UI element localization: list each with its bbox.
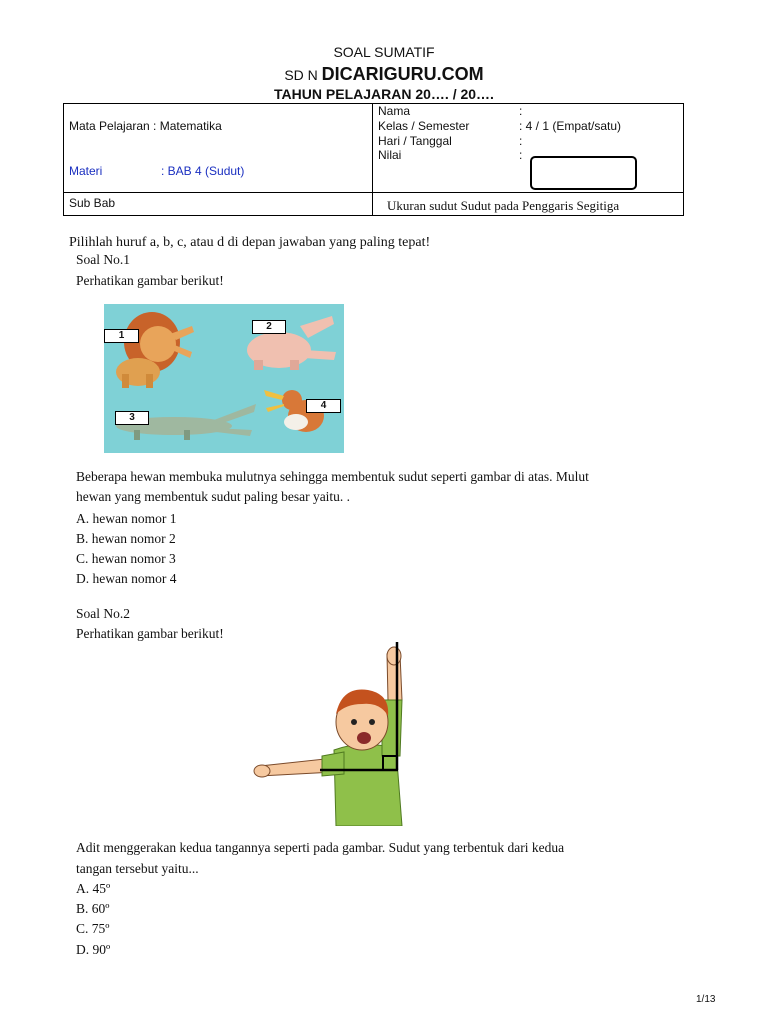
sub-bab-value-cell <box>373 193 684 216</box>
q2-prompt: Perhatikan gambar berikut! <box>76 626 224 641</box>
boy-arms-picture <box>250 640 420 826</box>
animal-label-4: 4 <box>306 399 341 413</box>
nama-label: Nama <box>378 104 411 118</box>
boy-illustration <box>250 640 420 826</box>
academic-year: TAHUN PELAJARAN 20…. / 20…. <box>274 86 494 102</box>
kelas-value: : 4 / 1 (Empat/satu) <box>519 119 622 133</box>
info-table <box>63 103 684 216</box>
student-info-cell <box>373 104 684 193</box>
q1-option-c[interactable]: C. hewan nomor 3 <box>76 551 176 566</box>
q2-option-b[interactable]: B. 60º <box>76 901 110 916</box>
q2-option-a[interactable]: A. 45º <box>76 881 111 896</box>
q1-option-d[interactable]: D. hewan nomor 4 <box>76 571 177 586</box>
lion-illustration <box>116 312 194 388</box>
animal-label-3: 3 <box>115 411 149 425</box>
animal-label-1: 1 <box>104 329 139 343</box>
school-name <box>0 64 768 85</box>
instruction-text: Pilihlah huruf a, b, c, atau d di depan jawaban yang paling tepat! <box>69 235 431 250</box>
subject-cell <box>64 104 373 193</box>
subject-text: Mata Pelajaran : Matematika <box>69 119 222 133</box>
hari-value: : <box>519 134 523 148</box>
school-prefix: SD N <box>284 67 322 83</box>
sub-bab-label-cell <box>64 193 373 216</box>
animals-picture <box>104 304 344 453</box>
sub-bab-value: Ukuran sudut Sudut pada Penggaris Segitiga <box>387 198 620 213</box>
q1-option-a[interactable]: A. hewan nomor 1 <box>76 511 177 526</box>
nama-value: : <box>519 104 523 118</box>
materi-value: : BAB 4 (Sudut) <box>161 164 245 178</box>
sub-bab-label: Sub Bab <box>69 196 116 210</box>
q2-text-line2: tangan tersebut yaitu... <box>76 861 199 876</box>
q2-number: Soal No.2 <box>76 606 130 621</box>
q1-text-line2: hewan yang membentuk sudut paling besar yaitu. . <box>76 489 351 504</box>
q1-text-line1: Beberapa hewan membuka mulutnya sehingga membentuk sudut seperti gambar di atas. Mulut <box>76 469 589 484</box>
animals-illustration <box>104 304 344 453</box>
kelas-label: Kelas / Semester <box>378 119 470 133</box>
nilai-label: Nilai <box>378 148 402 162</box>
score-box <box>530 156 637 190</box>
materi-label: Materi <box>69 164 103 178</box>
q1-number: Soal No.1 <box>76 252 130 267</box>
q1-option-b[interactable]: B. hewan nomor 2 <box>76 531 176 546</box>
q1-prompt: Perhatikan gambar berikut! <box>76 273 224 288</box>
nilai-value: : <box>519 148 523 162</box>
document-title: SOAL SUMATIF <box>333 44 435 60</box>
animal-label-2: 2 <box>252 320 286 334</box>
page-number: 1/13 <box>696 994 716 1005</box>
q2-option-d[interactable]: D. 90º <box>76 942 111 957</box>
q2-option-c[interactable]: C. 75º <box>76 921 110 936</box>
q2-text-line1: Adit menggerakan kedua tangannya seperti pada gambar. Sudut yang terbentuk dari kedua <box>76 840 565 855</box>
hari-label: Hari / Tanggal <box>378 134 452 148</box>
school-brand: DICARIGURU.COM <box>321 64 484 84</box>
